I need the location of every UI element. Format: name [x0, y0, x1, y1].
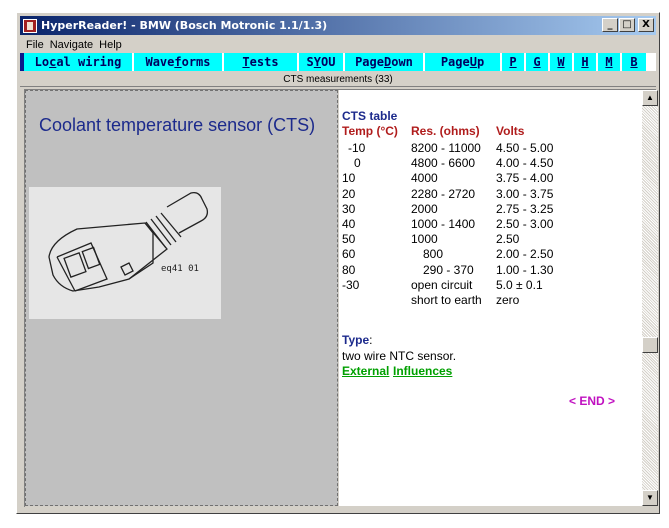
label-part: Wave [145, 55, 175, 69]
label-hotkey: T [242, 55, 250, 69]
menu-navigate[interactable]: Navigate [49, 39, 94, 51]
menu-file[interactable]: File [26, 39, 44, 51]
label-part: Lo [34, 55, 50, 69]
image-label: eq41 01 [161, 264, 199, 274]
cts-cell: 10 [342, 171, 356, 186]
syou-button[interactable] [299, 53, 345, 71]
cts-cell: 4800 - 6600 [411, 156, 476, 171]
label-part: Page [440, 55, 470, 69]
cts-cell: 80 [342, 262, 356, 277]
cts-cell: 2280 - 2720 [411, 186, 476, 201]
g-button[interactable] [526, 53, 550, 71]
page-up-button[interactable] [425, 53, 502, 71]
scroll-down-button[interactable]: ▼ [642, 490, 658, 506]
label-hotkey: f [174, 55, 182, 69]
content-area [24, 89, 656, 507]
tests-button[interactable] [224, 53, 299, 71]
label-hotkey: B [630, 55, 638, 69]
cts-cell: 1000 [411, 232, 438, 247]
cts-cell: 60 [342, 247, 356, 262]
type-colon: : [369, 333, 373, 347]
cts-cell: open circuit [411, 277, 473, 292]
label-hotkey: P [509, 55, 517, 69]
vertical-scrollbar[interactable] [642, 90, 658, 506]
cts-cell: zero [496, 293, 520, 307]
cts-cell: 2.75 - 3.25 [496, 201, 554, 216]
cts-cell: 4.50 - 5.00 [496, 141, 554, 155]
cts-cell: short to earth [411, 293, 482, 307]
cts-cell: 30 [342, 201, 356, 216]
caption-buttons [601, 18, 654, 32]
header-resistance: Res. (ohms) [411, 124, 480, 138]
label-part: Page [355, 55, 384, 69]
cts-cell: 8200 - 11000 [411, 141, 481, 155]
cts-cell: 20 [342, 186, 356, 201]
waveforms-button[interactable] [134, 53, 224, 71]
maximize-button[interactable]: □ [619, 18, 635, 32]
cts-cell: -30 [342, 277, 360, 292]
header-temp: Temp (°C) [342, 124, 398, 138]
cts-cell: 2000 [411, 201, 438, 216]
cts-cell: 4.00 - 4.50 [496, 156, 554, 171]
cts-cell: 5.0 ± 0.1 [496, 277, 543, 292]
cts-cell: 800 [423, 247, 444, 262]
cts-cell: 0 [354, 156, 361, 171]
cts-cell: 2.50 [496, 232, 520, 247]
h-button[interactable] [574, 53, 598, 71]
type-label-text: Type [342, 333, 370, 347]
header-volts: Volts [496, 124, 525, 138]
label-part: own [391, 55, 413, 69]
page-heading: Coolant temperature sensor (CTS) [39, 115, 316, 135]
cts-cell: 4000 [411, 171, 438, 186]
cts-cell: 2.50 - 3.00 [496, 217, 554, 231]
scroll-thumb[interactable] [642, 337, 658, 353]
type-label [342, 333, 372, 347]
label-hotkey: W [557, 55, 565, 69]
label-part: S [306, 55, 314, 69]
cts-cell: 3.00 - 3.75 [496, 186, 554, 201]
app-icon[interactable] [23, 19, 37, 33]
local-wiring-button[interactable] [24, 53, 134, 71]
window-title: HyperReader! - BMW (Bosch Motronic 1.1/1.3) [41, 19, 328, 32]
minimize-button[interactable]: _ [602, 18, 618, 32]
cts-cell: 50 [342, 232, 356, 247]
label-hotkey: Y [313, 55, 321, 69]
cts-cell: 290 - 370 [423, 262, 474, 277]
label-hotkey: U [469, 55, 477, 69]
w-button[interactable] [550, 53, 574, 71]
right-pane [339, 90, 642, 506]
label-hotkey: M [605, 55, 613, 69]
sensor-illustration [29, 187, 221, 319]
end-link[interactable]: < END > [569, 394, 616, 408]
m-button[interactable] [598, 53, 622, 71]
label-hotkey: H [581, 55, 589, 69]
label-part: p [476, 55, 485, 69]
status-line: CTS measurements (33) [20, 72, 656, 87]
close-button[interactable]: X [638, 18, 654, 32]
label-part: al wiring [56, 55, 122, 69]
page-down-button[interactable] [345, 53, 425, 71]
scroll-up-button[interactable]: ▲ [642, 90, 658, 106]
cts-cell: -10 [348, 141, 366, 155]
cts-cell: 2.00 - 2.50 [496, 247, 554, 262]
cts-cell: 3.75 - 4.00 [496, 171, 554, 186]
title-bar[interactable] [20, 16, 656, 35]
label-part: ests [249, 55, 279, 69]
p-button[interactable] [502, 53, 526, 71]
menu-help[interactable]: Help [99, 39, 122, 51]
main-window [16, 12, 660, 514]
sensor-drawing [29, 187, 221, 319]
b-button[interactable] [622, 53, 646, 71]
menu-bar [23, 37, 125, 53]
type-description: two wire NTC sensor. [342, 349, 457, 363]
cts-cell: 1000 - 1400 [411, 217, 476, 231]
cts-cell: 1.00 - 1.30 [496, 262, 554, 277]
label-part: orms [181, 55, 211, 69]
label-hotkey: G [533, 55, 541, 69]
cts-cell: 40 [342, 217, 356, 231]
cts-table-title: CTS table [342, 109, 398, 123]
label-hotkey: D [383, 55, 392, 69]
label-hotkey: c [49, 55, 57, 69]
left-pane [25, 90, 338, 506]
influences-link[interactable]: Influences [393, 364, 453, 378]
nav-toolbar [20, 53, 656, 71]
label-part: OU [321, 55, 336, 69]
external-link[interactable]: External [342, 364, 390, 378]
